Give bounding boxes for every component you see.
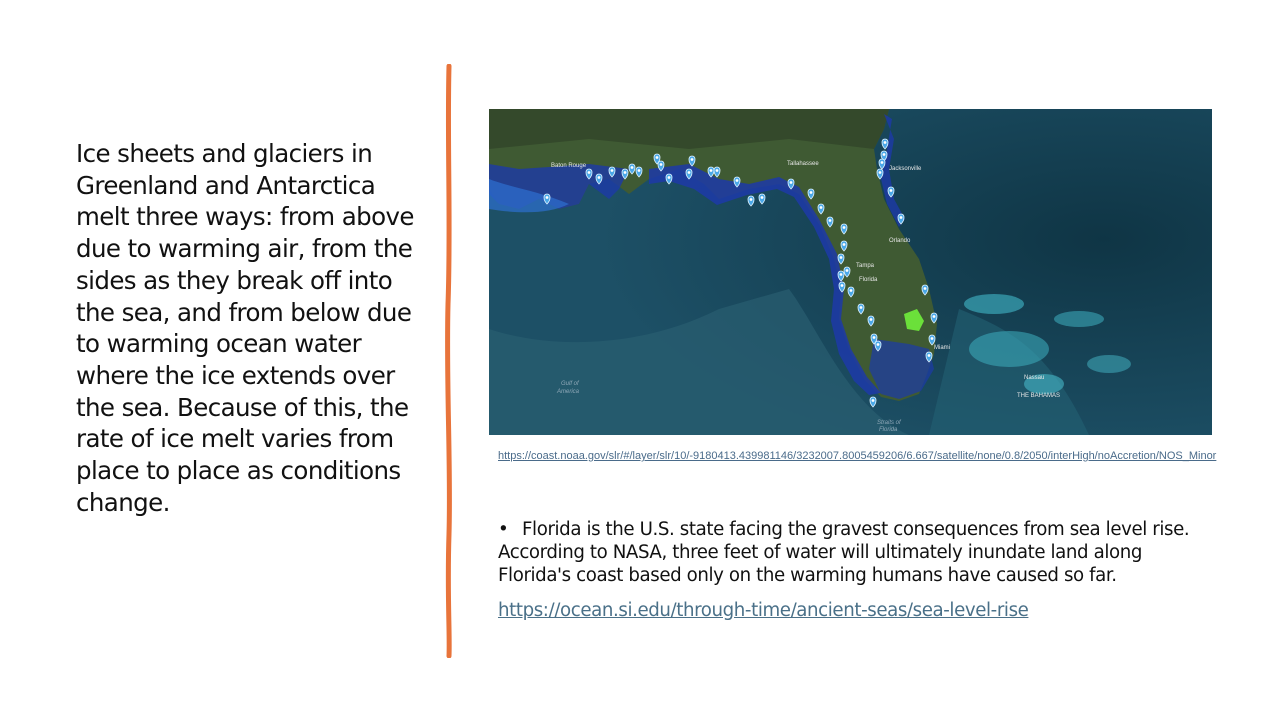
- label-baton-rouge: Baton Rouge: [551, 163, 587, 169]
- reference-link[interactable]: https://ocean.si.edu/through-time/ancient-seas/sea-level-rise: [498, 600, 1029, 621]
- bullet-item: [498, 518, 1218, 587]
- label-bahamas: THE BAHAMAS: [1017, 393, 1061, 399]
- bullet-marker: •: [498, 519, 509, 540]
- source-link[interactable]: https://coast.noaa.gov/slr/#/layer/slr/10/-9180413.439981146/3232007.8005459206/6.667/satellite/none/0.8/2050/interHigh/noAccretion/NOS_Minor: [498, 450, 1217, 462]
- label-straits-1: Straits of: [877, 420, 901, 426]
- bullet-text: Florida is the U.S. state facing the gravest consequences from sea level rise. According to NASA, three feet of water will ultimately inundate land along Florida's coast based only on the warming humans have caused so far.: [498, 519, 1190, 586]
- label-gulf-2: America: [557, 389, 580, 395]
- label-gulf-1: Gulf of: [561, 381, 579, 387]
- left-paragraph: Ice sheets and glaciers in Greenland and Antarctica melt three ways: from above due to warming air, from the sides as they break off into the sea, and from below due to warming ocean water where the ice extends over the sea. Because of this, the rate of ice melt varies from place to place as conditions change.: [76, 139, 414, 517]
- label-straits-2: Florida: [879, 427, 898, 433]
- divider-line: [443, 64, 455, 658]
- label-miami: Miami: [934, 345, 950, 351]
- label-tampa: Tampa: [856, 263, 875, 269]
- label-nassau: Nassau: [1024, 375, 1045, 381]
- label-jacksonville: Jacksonville: [889, 166, 922, 172]
- label-tallahassee: Tallahassee: [787, 161, 819, 167]
- sea-level-rise-map: [489, 109, 1212, 435]
- label-florida: Florida: [859, 277, 878, 283]
- label-orlando: Orlando: [889, 238, 911, 244]
